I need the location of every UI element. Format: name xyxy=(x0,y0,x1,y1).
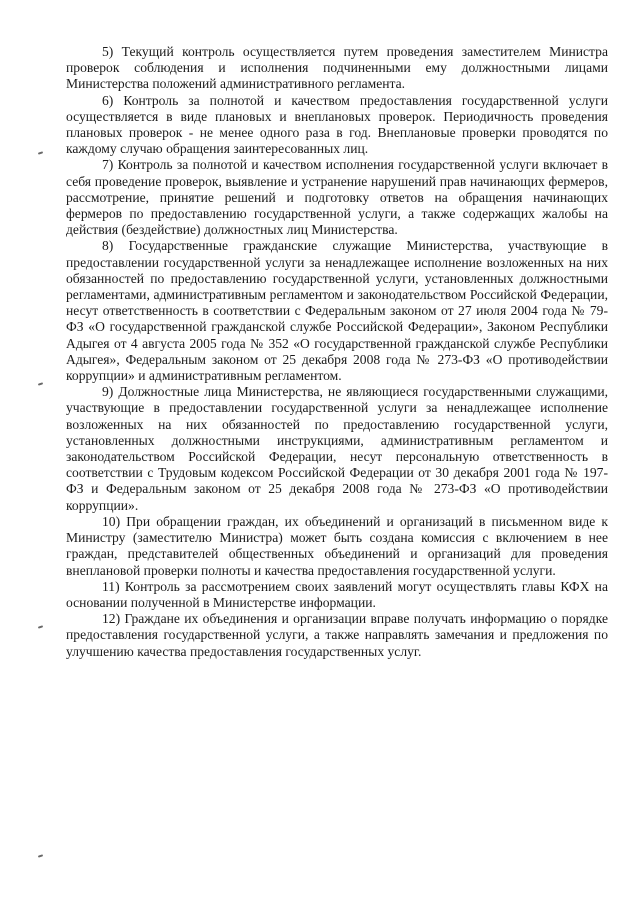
margin-scan-mark xyxy=(38,151,43,154)
paragraph-8: 8) Государственные гражданские служащие Министерства, участвующие в предоставлении государственной услуги за ненадлежащее исполнение возложенных на них обязанностей по предоставлению государственной услуги, установленных должностными регламентами, административным регламентом и законодательством Российской Федерации, несут ответственность в соответствии с Федеральным законом от 27 июля 2004 года № 79-ФЗ «О государственной гражданской службе Российской Федерации», Законом Республики Адыгея от 4 августа 2005 года № 352 «О государственной гражданской службе Республики Адыгея», Федеральным законом от 25 декабря 2008 года № 273-ФЗ «О противодействии коррупции» и административным регламентом. xyxy=(66,238,608,384)
margin-scan-mark xyxy=(38,382,43,385)
paragraph-7: 7) Контроль за полнотой и качеством исполнения государственной услуги включает в себя проведение проверок, выявление и устранение нарушений прав начинающих фермеров, рассмотрение, принятие решений и подготовку ответов на обращения начинающих фермеров по предоставлению государственной услуги, а также содержащих жалобы на действия (бездействие) должностных лиц Министерства. xyxy=(66,157,608,238)
document-body xyxy=(66,44,608,660)
paragraph-6: 6) Контроль за полнотой и качеством предоставления государственной услуги осуществляется в виде плановых и внеплановых проверок. Периодичность проведения плановых проверок - не менее одного раза в год. Внеплановые проверки проводятся по каждому случаю обращения заинтересованных лиц. xyxy=(66,92,608,157)
paragraph-9: 9) Должностные лица Министерства, не являющиеся государственными служащими, участвующие в предоставлении государственной услуги за ненадлежащее исполнение возложенных на них обязанностей по предоставлению государственной услуги, установленных должностными инструкциями, административным регламентом и законодательством Российской Федерации, несут персональную ответственность в соответствии с Трудовым кодексом Российской Федерации от 30 декабря 2001 года № 197-ФЗ и Федеральным законом от 25 декабря 2008 года № 273-ФЗ «О противодействии коррупции». xyxy=(66,384,608,513)
paragraph-5: 5) Текущий контроль осуществляется путем проведения заместителем Министра проверок соблюдения и исполнения подчиненными ему должностными лицами Министерства положений административного регламента. xyxy=(66,44,608,92)
paragraph-12: 12) Граждане их объединения и организации вправе получать информацию о порядке предоставления государственной услуги, а также направлять замечания и предложения по улучшению качества предоставления государственных услуг. xyxy=(66,611,608,659)
margin-scan-mark xyxy=(38,854,43,857)
margin-scan-mark xyxy=(38,625,43,628)
paragraph-11: 11) Контроль за рассмотрением своих заявлений могут осуществлять главы КФХ на основании полученной в Министерстве информации. xyxy=(66,578,608,610)
paragraph-10: 10) При обращении граждан, их объединений и организаций в письменном виде к Министру (заместителю Министра) может быть создана комиссия с включением в нее граждан, представителей общественных объединений и организаций для проведения внеплановой проверки полноты и качества предоставления государственной услуги. xyxy=(66,513,608,578)
